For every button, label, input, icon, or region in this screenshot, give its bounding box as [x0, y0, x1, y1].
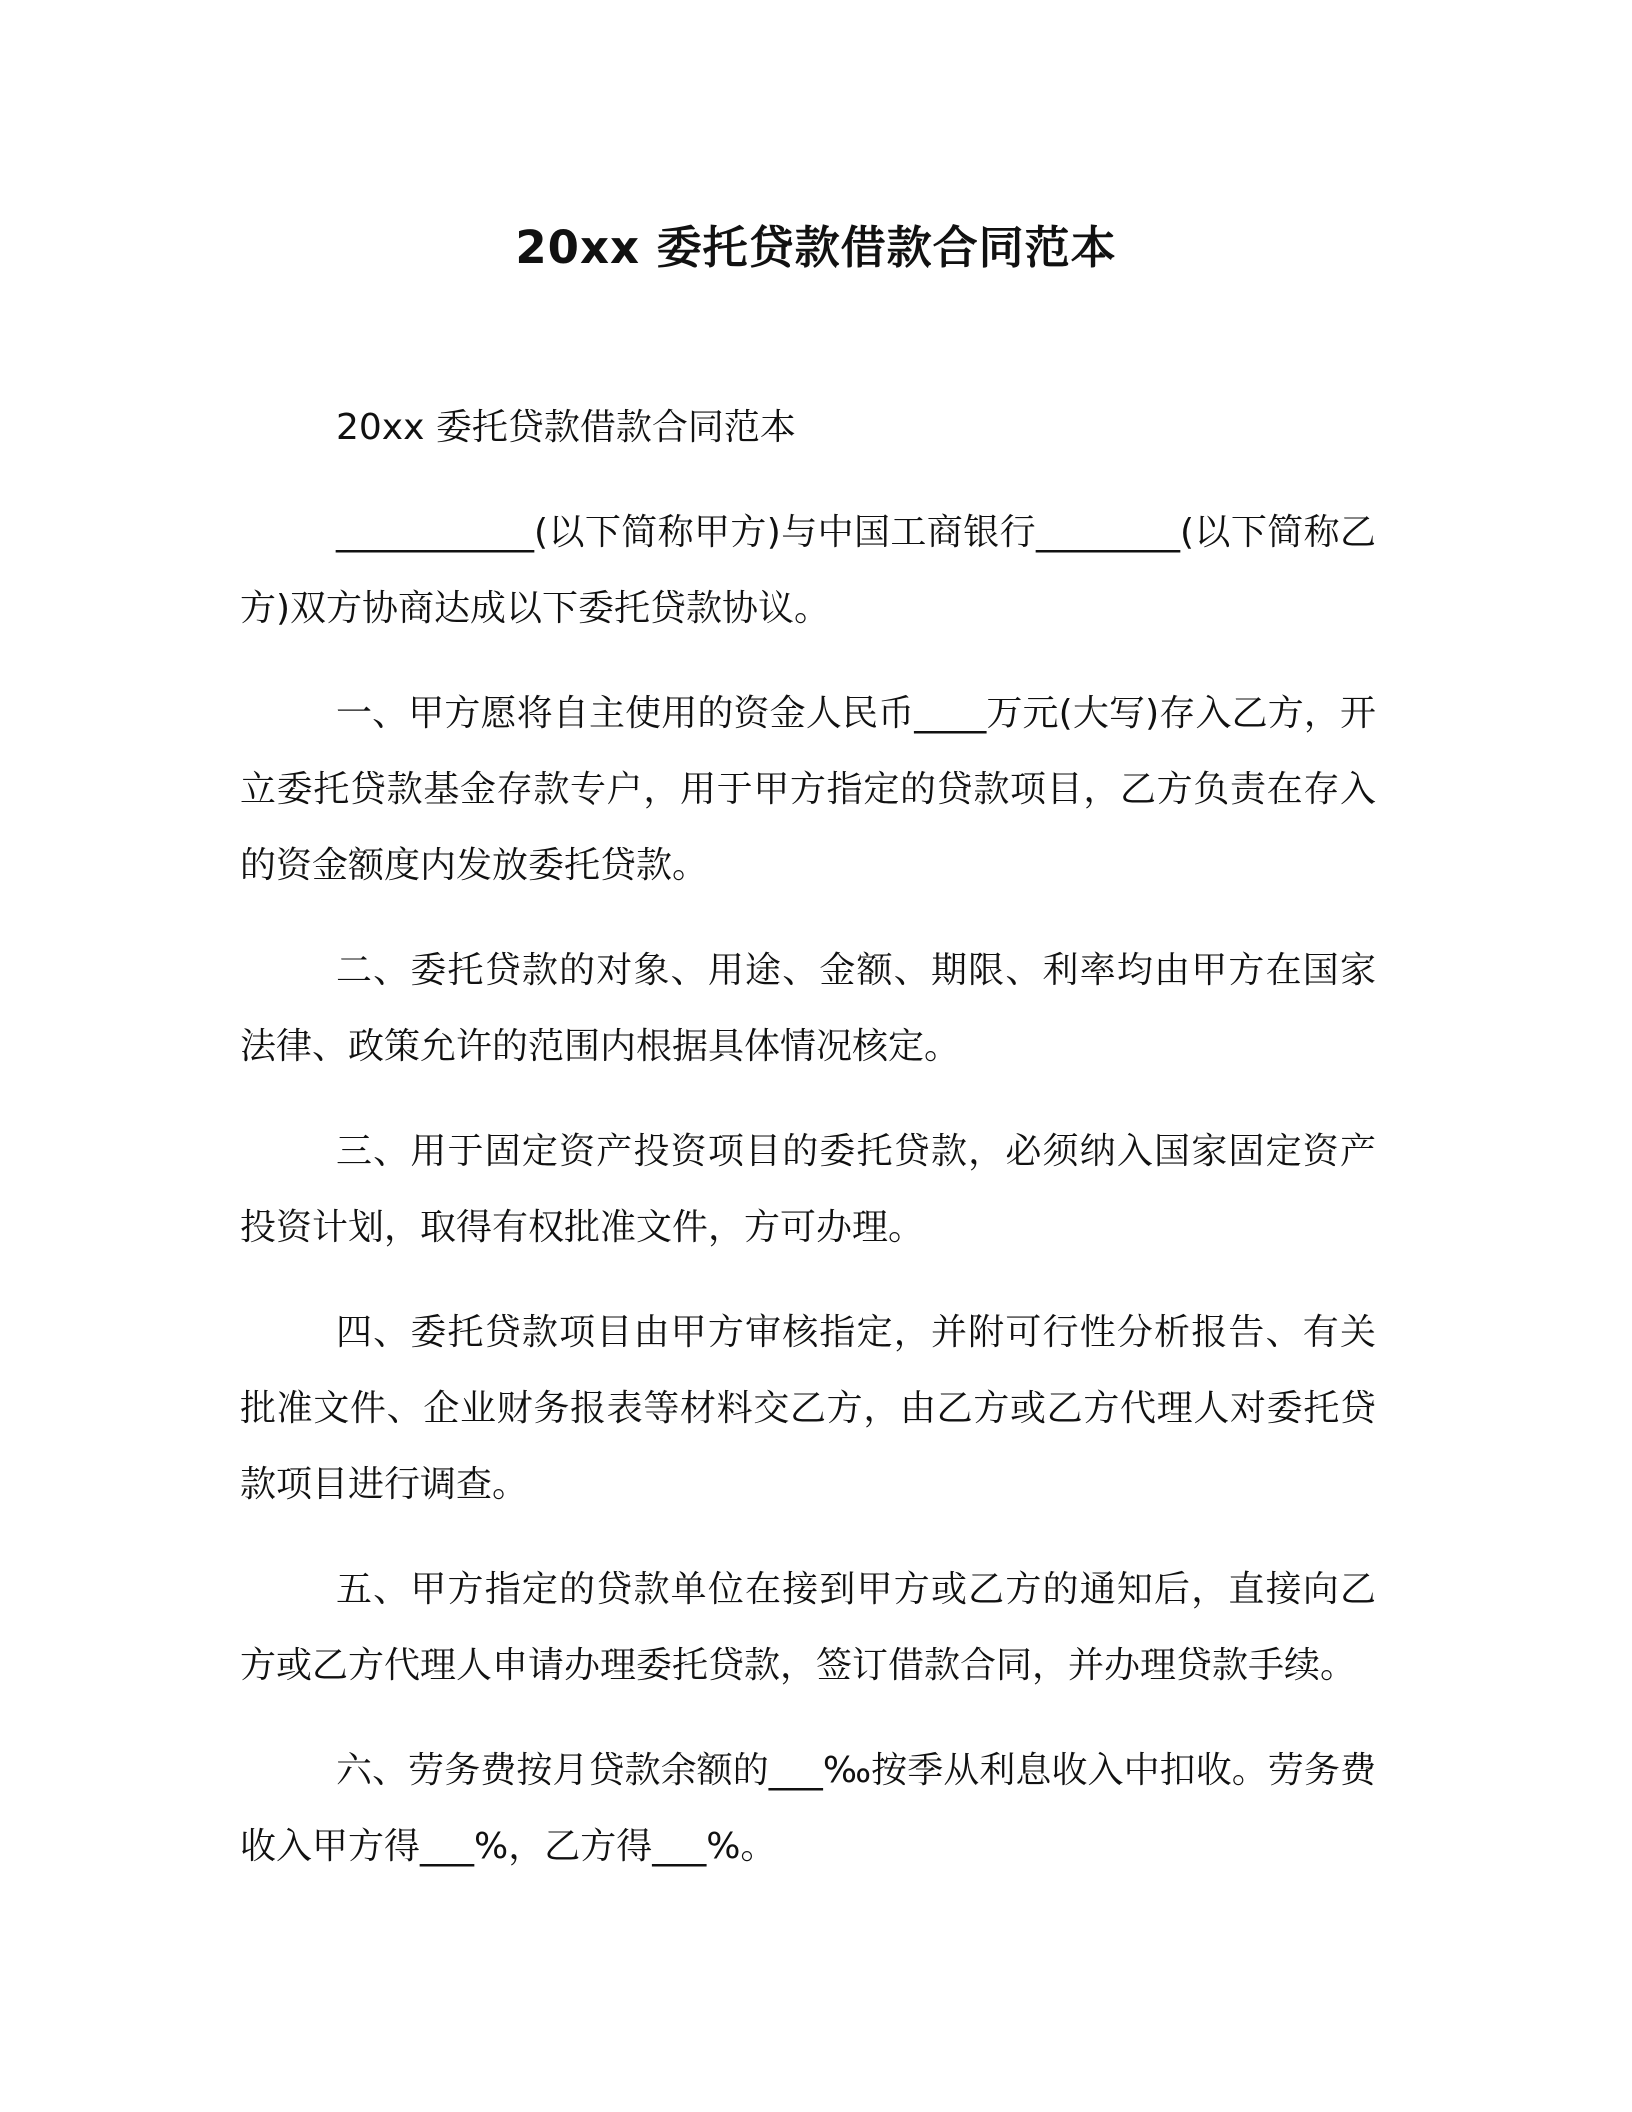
paragraph-parties: ___________(以下简称甲方)与中国工商银行________(以下简称乙方)双方协商达成以下委托贷款协议。	[240, 512, 1376, 629]
paragraph-clause-2: 二、委托贷款的对象、用途、金额、期限、利率均由甲方在国家法律、政策允许的范围内根据具体情况核定。	[240, 950, 1376, 1067]
paragraph-clause-6: 六、劳务费按月贷款余额的___‰按季从利息收入中扣收。劳务费收入甲方得___%，乙方得___%。	[240, 1750, 1376, 1867]
paragraph-clause-5: 五、甲方指定的贷款单位在接到甲方或乙方的通知后，直接向乙方或乙方代理人申请办理委托贷款，签订借款合同，并办理贷款手续。	[240, 1569, 1376, 1686]
document-title: 20xx 委托贷款借款合同范本	[515, 221, 1117, 274]
document-body	[240, 390, 1376, 1914]
paragraph-clause-3: 三、用于固定资产投资项目的委托贷款，必须纳入国家固定资产投资计划，取得有权批准文件，方可办理。	[240, 1131, 1376, 1248]
paragraph-clause-1: 一、甲方愿将自主使用的资金人民币____万元(大写)存入乙方，开立委托贷款基金存款专户，用于甲方指定的贷款项目，乙方负责在存入的资金额度内发放委托贷款。	[240, 693, 1376, 886]
paragraph-clause-4: 四、委托贷款项目由甲方审核指定，并附可行性分析报告、有关批准文件、企业财务报表等材料交乙方，由乙方或乙方代理人对委托贷款项目进行调查。	[240, 1312, 1376, 1505]
document-subtitle: 20xx 委托贷款借款合同范本	[336, 407, 796, 448]
